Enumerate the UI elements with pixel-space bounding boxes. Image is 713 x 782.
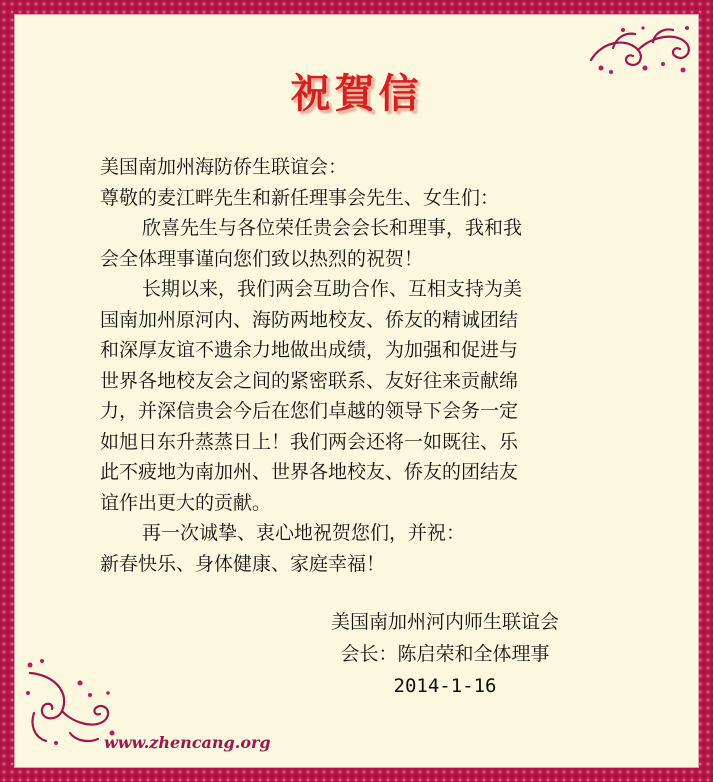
paragraph-line: 长期以来，我们两会互助合作、互相支持为美: [142, 278, 523, 300]
signature-org: 美国南加州河内师生联谊会: [330, 611, 559, 633]
paragraph-line: 和深厚友谊不遗余力地做出成绩，为加强和促进与: [100, 339, 519, 361]
letter-body: [100, 152, 630, 579]
site-watermark: www.zhencang.org: [104, 733, 271, 752]
closing-line: 再一次诚挚、衷心地祝贺您们，并祝：: [142, 522, 466, 544]
paragraph-line: 谊作出更大的贡献。: [100, 491, 272, 514]
paragraph-line: 国南加州原河内、海防两地校友、侨友的精诚团结: [100, 308, 519, 331]
signature-president: 会长：陈启荣和全体理事: [340, 643, 550, 665]
salutation-recipients: 尊敬的麦江畔先生和新任理事会先生、女生们：: [100, 186, 500, 209]
paragraph-line: 欣喜先生与各位荣任贵会会长和理事，我和我: [142, 217, 523, 239]
paragraph-line: 世界各地校友会之间的紧密联系、友好往来贡献绵: [100, 369, 519, 392]
closing-wishes: 新春快乐、身体健康、家庭幸福！: [100, 552, 386, 575]
paragraph-line: 此不疲地为南加州、世界各地校友、侨友的团结友: [100, 461, 519, 483]
letter-title: 祝賀信: [290, 70, 423, 117]
paragraph-line: 力，并深信贵会今后在您们卓越的领导下会务一定: [100, 400, 519, 422]
paragraph-line: 如旭日东升蒸蒸日上！我们两会还将一如既往、乐: [100, 430, 519, 453]
signature-date: 2014-1-16: [393, 675, 497, 697]
salutation-recipient-org: 美国南加州海防侨生联谊会：: [100, 156, 348, 178]
paragraph-line: 会全体理事谨向您们致以热烈的祝贺！: [100, 247, 424, 270]
signature-block: [275, 606, 615, 702]
